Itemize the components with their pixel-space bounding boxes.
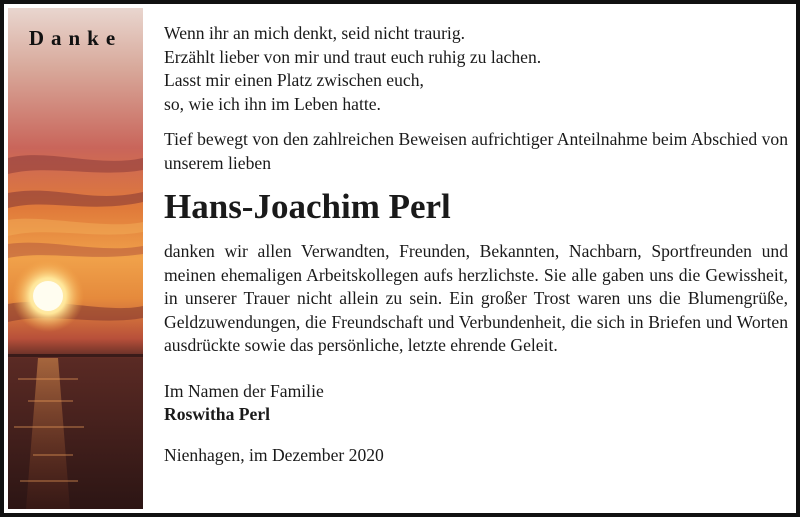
notice-text [164,22,788,467]
deceased-name: Hans-Joachim Perl [164,187,451,226]
sunset-illustration [8,8,143,509]
signature-intro: Im Namen der Familie [164,380,324,401]
poem-line: Lasst mir einen Platz zwischen euch, [164,70,424,90]
intro-paragraph: Tief bewegt von den zahlreichen Beweisen aufrichtiger Anteilnahme beim Abschied von unserem lieben [164,129,788,173]
poem [164,22,788,116]
poem-line: Erzählt lieber von mir und traut euch ruhig zu lachen. [164,46,542,67]
sunset-sea-image [8,8,143,509]
thanks-paragraph: danken wir allen Verwandten, Freunden, Bekannten, Nachbarn, Sportfreunden und meinen ehemaligen Arbeitskollegen aufs herzlichste. Sie alle gaben uns die Gewissheit, in unserer Trauer nicht allein zu sein. Ein großer Trost waren uns die Blumengrüße, Geldzuwendungen, die Freundschaft und Verbundenheit, die sich in Briefen und Worten ausdrückte sowie das persönliche, letzte ehrende Geleit. [164,241,788,355]
signature-name: Roswitha Perl [164,404,271,424]
poem-line: so, wie ich ihn im Leben hatte. [164,93,381,114]
place-date: Nienhagen, im Dezember 2020 [164,444,384,465]
poem-line: Wenn ihr an mich denkt, seid nicht traurig. [164,23,466,43]
thanks-heading: Danke [28,26,123,50]
